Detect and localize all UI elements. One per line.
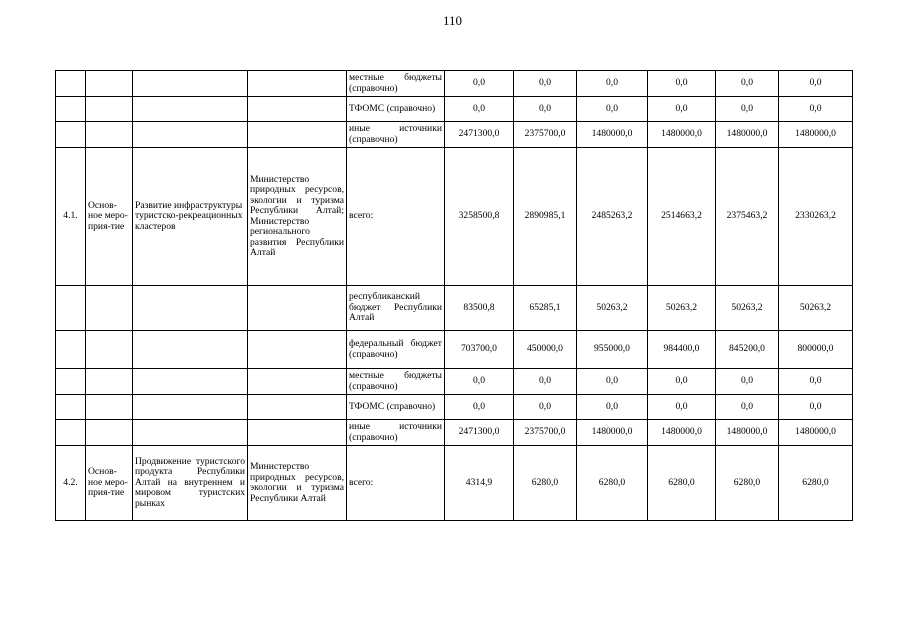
value-cell: 2330263,2 — [779, 148, 853, 286]
name-cell — [133, 97, 248, 122]
responsible-cell — [248, 71, 347, 97]
value-cell: 6280,0 — [648, 446, 716, 521]
responsible-cell — [248, 122, 347, 148]
table-row — [56, 71, 853, 97]
value-cell: 2471300,0 — [445, 420, 514, 446]
type-cell — [86, 122, 133, 148]
value-cell: 0,0 — [577, 369, 648, 395]
value-cell: 0,0 — [514, 395, 577, 420]
responsible-cell — [248, 97, 347, 122]
page-number: 110 — [442, 13, 463, 28]
value-cell: 2375700,0 — [514, 420, 577, 446]
source-cell: местные бюджеты (справочно) — [347, 71, 445, 97]
table-row — [56, 331, 853, 369]
value-cell: 6280,0 — [779, 446, 853, 521]
value-cell: 1480000,0 — [577, 420, 648, 446]
type-cell — [86, 420, 133, 446]
code-cell — [56, 369, 86, 395]
value-cell: 703700,0 — [445, 331, 514, 369]
value-cell: 0,0 — [716, 369, 779, 395]
source-cell: иные источники (справочно) — [347, 420, 445, 446]
source-cell: ТФОМС (справочно) — [347, 97, 445, 122]
source-cell: всего: — [347, 148, 445, 286]
table-row — [56, 122, 853, 148]
value-cell: 50263,2 — [716, 286, 779, 331]
value-cell: 0,0 — [445, 71, 514, 97]
value-cell: 3258500,8 — [445, 148, 514, 286]
name-cell — [133, 122, 248, 148]
source-cell: ТФОМС (справочно) — [347, 395, 445, 420]
responsible-cell: Министерство природных ресурсов, экологии и туризма Республики Алтай — [248, 446, 347, 521]
value-cell: 83500,8 — [445, 286, 514, 331]
value-cell: 800000,0 — [779, 331, 853, 369]
value-cell: 6280,0 — [514, 446, 577, 521]
value-cell: 2471300,0 — [445, 122, 514, 148]
value-cell: 6280,0 — [716, 446, 779, 521]
table-row — [56, 446, 853, 521]
value-cell: 1480000,0 — [779, 420, 853, 446]
source-cell: федеральный бюджет (справочно) — [347, 331, 445, 369]
code-cell — [56, 71, 86, 97]
type-cell — [86, 369, 133, 395]
responsible-cell — [248, 369, 347, 395]
value-cell: 0,0 — [716, 97, 779, 122]
code-cell — [56, 395, 86, 420]
name-cell — [133, 420, 248, 446]
code-cell — [56, 286, 86, 331]
name-cell — [133, 395, 248, 420]
name-cell: Развитие инфраструктуры туристско-рекреационных кластеров — [133, 148, 248, 286]
source-cell: республиканский бюджет Республики Алтай — [347, 286, 445, 331]
value-cell: 65285,1 — [514, 286, 577, 331]
value-cell: 0,0 — [577, 97, 648, 122]
responsible-cell: Министерство природных ресурсов, экологии и туризма Республики Алтай; Министерство регионального развития Республики Алтай — [248, 148, 347, 286]
name-cell — [133, 331, 248, 369]
value-cell: 0,0 — [445, 369, 514, 395]
value-cell: 2375463,2 — [716, 148, 779, 286]
value-cell: 0,0 — [648, 97, 716, 122]
source-cell: иные источники (справочно) — [347, 122, 445, 148]
value-cell: 450000,0 — [514, 331, 577, 369]
responsible-cell — [248, 286, 347, 331]
responsible-cell — [248, 420, 347, 446]
value-cell: 2375700,0 — [514, 122, 577, 148]
value-cell: 0,0 — [648, 71, 716, 97]
value-cell: 0,0 — [577, 71, 648, 97]
value-cell: 1480000,0 — [716, 420, 779, 446]
value-cell: 6280,0 — [577, 446, 648, 521]
source-cell: всего: — [347, 446, 445, 521]
table-row — [56, 395, 853, 420]
type-cell — [86, 71, 133, 97]
name-cell: Продвижение туристского продукта Республики Алтай на внутреннем и мировом туристских рынках — [133, 446, 248, 521]
code-cell — [56, 97, 86, 122]
value-cell: 2485263,2 — [577, 148, 648, 286]
type-cell — [86, 395, 133, 420]
responsible-cell — [248, 395, 347, 420]
value-cell: 0,0 — [577, 395, 648, 420]
value-cell: 0,0 — [716, 71, 779, 97]
value-cell: 50263,2 — [577, 286, 648, 331]
code-cell — [56, 420, 86, 446]
value-cell: 0,0 — [514, 97, 577, 122]
code-cell: 4.1. — [56, 148, 86, 286]
value-cell: 50263,2 — [648, 286, 716, 331]
value-cell: 4314,9 — [445, 446, 514, 521]
type-cell — [86, 286, 133, 331]
responsible-cell — [248, 331, 347, 369]
type-cell — [86, 331, 133, 369]
value-cell: 0,0 — [445, 395, 514, 420]
table-row — [56, 420, 853, 446]
type-cell: Основ-ное меро-прия-тие — [86, 446, 133, 521]
source-cell: местные бюджеты (справочно) — [347, 369, 445, 395]
table-row — [56, 369, 853, 395]
value-cell: 955000,0 — [577, 331, 648, 369]
value-cell: 0,0 — [648, 395, 716, 420]
value-cell: 0,0 — [779, 395, 853, 420]
value-cell: 0,0 — [779, 97, 853, 122]
value-cell: 0,0 — [779, 71, 853, 97]
value-cell: 0,0 — [445, 97, 514, 122]
table-row — [56, 286, 853, 331]
value-cell: 0,0 — [514, 369, 577, 395]
value-cell: 0,0 — [779, 369, 853, 395]
value-cell: 984400,0 — [648, 331, 716, 369]
value-cell: 1480000,0 — [577, 122, 648, 148]
code-cell: 4.2. — [56, 446, 86, 521]
value-cell: 1480000,0 — [648, 420, 716, 446]
budget-table — [55, 70, 853, 521]
value-cell: 845200,0 — [716, 331, 779, 369]
value-cell: 2514663,2 — [648, 148, 716, 286]
table-row — [56, 97, 853, 122]
value-cell: 50263,2 — [779, 286, 853, 331]
code-cell — [56, 122, 86, 148]
code-cell — [56, 331, 86, 369]
value-cell: 1480000,0 — [648, 122, 716, 148]
type-cell: Основ-ное меро-прия-тие — [86, 148, 133, 286]
name-cell — [133, 369, 248, 395]
name-cell — [133, 71, 248, 97]
type-cell — [86, 97, 133, 122]
value-cell: 1480000,0 — [779, 122, 853, 148]
value-cell: 0,0 — [716, 395, 779, 420]
value-cell: 1480000,0 — [716, 122, 779, 148]
name-cell — [133, 286, 248, 331]
value-cell: 2890985,1 — [514, 148, 577, 286]
value-cell: 0,0 — [514, 71, 577, 97]
value-cell: 0,0 — [648, 369, 716, 395]
table-row — [56, 148, 853, 286]
